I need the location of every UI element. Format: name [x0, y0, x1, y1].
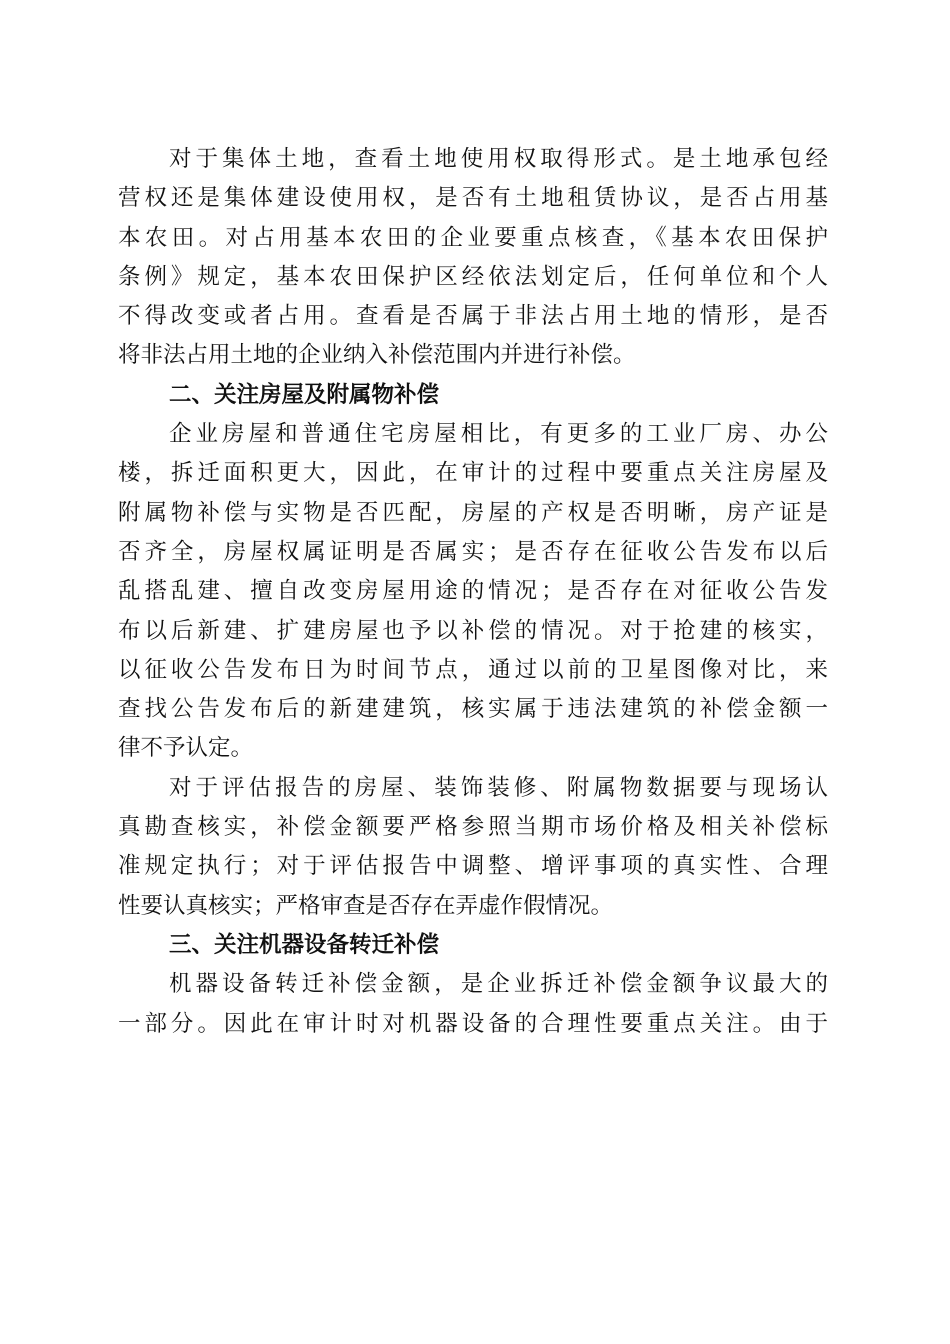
paragraph-line: 对于评估报告的房屋、装饰装修、附属物数据要与现场认: [169, 774, 828, 801]
paragraph-line: 将非法占用土地的企业纳入补偿范围内并进行补偿。: [118, 342, 636, 369]
paragraph-line: 机器设备转迁补偿金额，是企业拆迁补偿金额争议最大的: [169, 971, 828, 998]
paragraph-line: 本农田。对占用基本农田的企业要重点核查，《基本农田保护: [118, 224, 828, 251]
paragraph-line: 律不予认定。: [118, 735, 254, 762]
paragraph-line: 附属物补偿与实物是否匹配，房屋的产权是否明晰，房产证是: [118, 499, 828, 526]
paragraph-line: 布以后新建、扩建房屋也予以补偿的情况。对于抢建的核实，: [118, 617, 828, 644]
paragraph-line: 乱搭乱建、擅自改变房屋用途的情况；是否存在对征收公告发: [118, 578, 828, 605]
paragraph-line: 条例》规定，基本农田保护区经依法划定后，任何单位和个人: [118, 263, 828, 290]
paragraph-line: 营权还是集体建设使用权，是否有土地租赁协议，是否占用基: [118, 185, 828, 212]
section-heading: 三、关注机器设备转迁补偿: [169, 931, 440, 958]
paragraph-line: 真勘查核实，补偿金额要严格参照当期市场价格及相关补偿标: [118, 814, 828, 841]
paragraph-line: 对于集体土地，查看土地使用权取得形式。是土地承包经: [169, 146, 828, 172]
paragraph-line: 企业房屋和普通住宅房屋相比，有更多的工业厂房、办公: [169, 421, 828, 448]
paragraph-line: 不得改变或者占用。查看是否属于非法占用土地的情形，是否: [118, 303, 828, 330]
paragraph-line: 查找公告发布后的新建建筑，核实属于违法建筑的补偿金额一: [118, 696, 828, 723]
section-heading: 二、关注房屋及附属物补偿: [169, 381, 440, 408]
paragraph-line: 一部分。因此在审计时对机器设备的合理性要重点关注。由于: [118, 1010, 828, 1037]
paragraph-line: 准规定执行；对于评估报告中调整、增评事项的真实性、合理: [118, 853, 828, 880]
paragraph-line: 以征收公告发布日为时间节点，通过以前的卫星图像对比，来: [118, 656, 828, 683]
paragraph-line: 楼，拆迁面积更大，因此，在审计的过程中要重点关注房屋及: [118, 460, 828, 487]
paragraph-line: 否齐全，房屋权属证明是否属实；是否存在征收公告发布以后: [118, 538, 828, 565]
document-body: [118, 140, 828, 1044]
paragraph-line: 性要认真核实；严格审查是否存在弄虚作假情况。: [118, 892, 614, 919]
